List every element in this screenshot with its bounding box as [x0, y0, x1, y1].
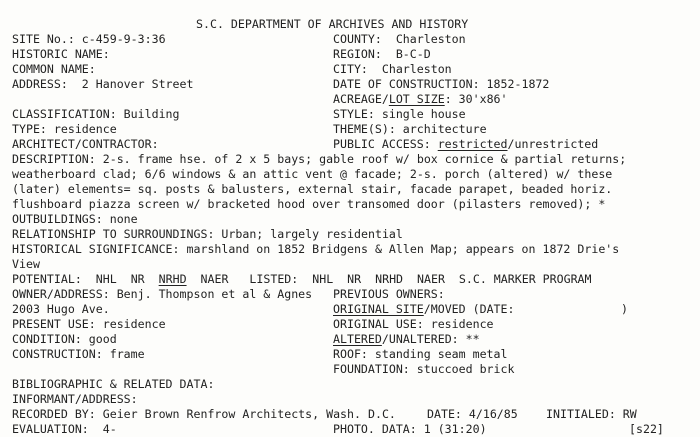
- unaltered-label: /UNALTERED: **: [381, 332, 480, 346]
- potential-nr: NR: [130, 272, 145, 286]
- listed-nrhd: NRHD: [375, 272, 404, 286]
- county: COUNTY: Charleston: [333, 32, 466, 46]
- recorded-date: DATE: 4/16/85: [427, 407, 518, 421]
- moved-label: /MOVED (DATE:: [423, 302, 515, 316]
- acreage-lot-size: [333, 92, 508, 107]
- roof: ROOF: standing seam metal: [333, 347, 508, 361]
- unrestricted-value: /unrestricted: [507, 137, 599, 151]
- historical-significance-cont: View: [12, 257, 40, 271]
- potential-label: POTENTIAL:: [12, 272, 82, 286]
- informant-address: INFORMANT/ADDRESS:: [12, 392, 138, 406]
- potential-row: [12, 272, 592, 287]
- condition: CONDITION: good: [12, 332, 117, 346]
- listed-label: LISTED:: [249, 272, 299, 286]
- listed-nhl: NHL: [312, 272, 334, 286]
- previous-owners: PREVIOUS OWNERS:: [333, 287, 445, 301]
- bibliographic-data: BIBLIOGRAPHIC & RELATED DATA:: [12, 377, 215, 391]
- original-site-moved: [333, 302, 515, 317]
- address: ADDRESS: 2 Hanover Street: [12, 77, 194, 91]
- common-name: COMMON NAME:: [12, 62, 96, 76]
- public-access: [333, 137, 598, 152]
- owner-address: OWNER/ADDRESS: Benj. Thompson et al & Agnes: [12, 287, 313, 301]
- listed-naer: NAER: [417, 272, 445, 286]
- potential-naer: NAER: [200, 272, 229, 286]
- description-line: weatherboard clad; 6/6 windows & an attic vent @ facade; 2-s. porch (altered) w/ these: [12, 167, 613, 181]
- description-line: DESCRIPTION: 2-s. frame hse. of 2 x 5 bays; gable roof w/ box cornice & partial returns;: [12, 152, 627, 166]
- date-of-construction: DATE OF CONSTRUCTION: 1852-1872: [333, 77, 550, 91]
- lot-size-label: LOT SIZE: [388, 92, 445, 106]
- historic-name: HISTORIC NAME:: [12, 47, 110, 61]
- card-title: S.C. DEPARTMENT OF ARCHIVES AND HISTORY: [196, 17, 469, 31]
- description-line: flushboard piazza screen w/ bracketed hood over transomed door (pilasters removed); *: [12, 197, 606, 211]
- recorded-by: RECORDED BY: Geier Brown Renfrow Architects, Wash. D.C.: [12, 407, 396, 421]
- themes: THEME(S): architecture: [333, 122, 487, 136]
- region: REGION: B-C-D: [333, 47, 431, 61]
- potential-nrhd: NRHD: [158, 272, 187, 286]
- restricted-value: restricted: [437, 137, 508, 151]
- style: STYLE: single house: [333, 107, 466, 121]
- classification: CLASSIFICATION: Building: [12, 107, 180, 121]
- architect-contractor: ARCHITECT/CONTRACTOR:: [12, 137, 159, 151]
- lot-size-value: : 30'x86': [444, 92, 508, 106]
- historical-significance: HISTORICAL SIGNIFICANCE: marshland on 1852 Bridgens & Allen Map; appears on 1872 Drie's: [12, 242, 620, 256]
- type: TYPE: residence: [12, 122, 117, 136]
- marker-program: S.C. MARKER PROGRAM: [458, 272, 592, 286]
- public-access-label: PUBLIC ACCESS:: [333, 137, 438, 151]
- altered-unaltered: [333, 332, 480, 347]
- acreage-label: ACREAGE/: [333, 92, 389, 106]
- original-use: ORIGINAL USE: residence: [333, 317, 494, 331]
- relationship-to-surroundings: RELATIONSHIP TO SURROUNDINGS: Urban; largely residential: [12, 227, 403, 241]
- potential-nhl: NHL: [95, 272, 117, 286]
- present-use: PRESENT USE: residence: [12, 317, 166, 331]
- card-reference: [s22]: [629, 422, 664, 436]
- evaluation: EVALUATION: 4-: [12, 422, 117, 436]
- original-site-label: ORIGINAL SITE: [333, 302, 424, 316]
- photo-data: PHOTO. DATA: 1 (31:20): [333, 422, 487, 436]
- city: CITY: Charleston: [333, 62, 452, 76]
- moved-date-close: ): [621, 302, 628, 316]
- altered-label: ALTERED: [333, 332, 382, 346]
- description-line: (later) elements= sq. posts & balusters, external stair, facade parapet, beaded horiz.: [12, 182, 613, 196]
- foundation: FOUNDATION: stuccoed brick: [333, 362, 515, 376]
- construction: CONSTRUCTION: frame: [12, 347, 145, 361]
- site-number: SITE No.: c-459-9-3:36: [12, 32, 166, 46]
- initialed: INITIALED: RW: [546, 407, 637, 421]
- owner-address-cont: 2003 Hugo Ave.: [12, 302, 110, 316]
- outbuildings: OUTBUILDINGS: none: [12, 212, 138, 226]
- listed-nr: NR: [347, 272, 362, 286]
